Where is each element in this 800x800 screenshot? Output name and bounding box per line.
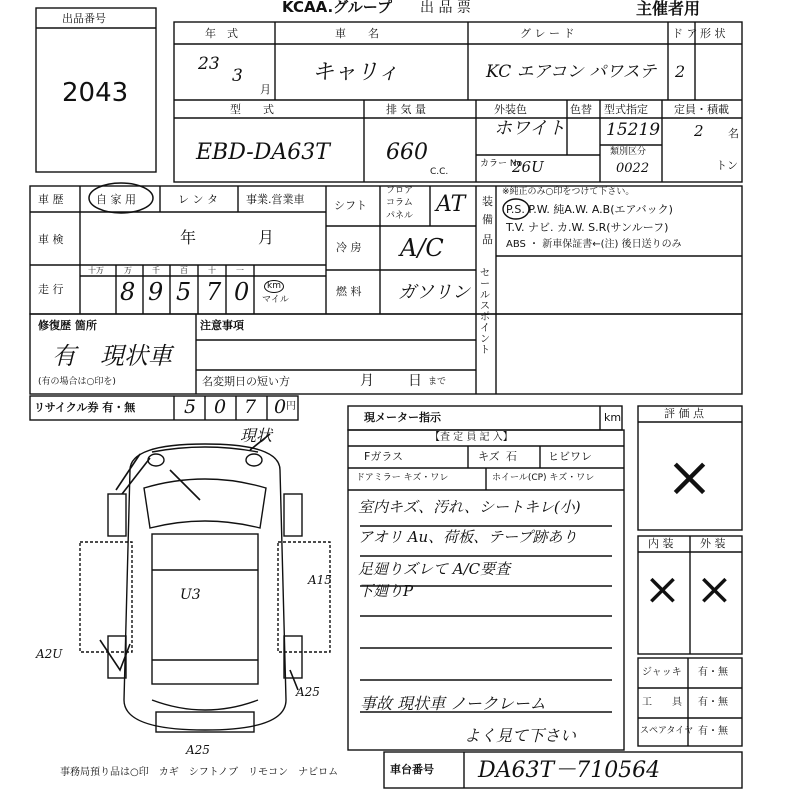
color-number-value: 26U bbox=[512, 158, 544, 176]
diagram-mark-4: A25 bbox=[186, 743, 210, 757]
type-designation-value: 15219 bbox=[606, 120, 661, 140]
mileage-km: km bbox=[264, 280, 284, 293]
equipment-line-2: T.V. ナビ. カ.W. S.R(サンルーフ) bbox=[506, 221, 669, 234]
capacity-label: 定員・積載 bbox=[674, 103, 729, 116]
color-number-prefix: カラー No. bbox=[480, 159, 525, 169]
score-value: × bbox=[666, 445, 713, 510]
color-change-label: 色替 bbox=[570, 103, 592, 116]
front-glass-label: Fガラス bbox=[364, 450, 403, 463]
doors-label: ド ア bbox=[672, 27, 698, 40]
diagram-mark-2: A2U bbox=[36, 647, 63, 661]
title-change-label: 名変期日の短い方 bbox=[202, 375, 290, 388]
mirror-label: ドアミラー キズ・ワレ bbox=[356, 473, 449, 483]
glass-crack: ヒビワレ bbox=[548, 450, 592, 463]
shift-floor: フロア bbox=[386, 186, 414, 196]
diagram-note-top: 現状 bbox=[240, 426, 273, 445]
mileage-label: 走 行 bbox=[38, 283, 64, 296]
private-circle-mark bbox=[86, 178, 156, 218]
recycle-label: リサイクル券 有・無 bbox=[34, 401, 136, 414]
repair-note: (有の場合は○印を) bbox=[38, 377, 116, 387]
caution-label: 注意事項 bbox=[200, 319, 244, 332]
inspection-year: 年 bbox=[180, 228, 197, 247]
diagram-mark-3: A25 bbox=[296, 685, 320, 699]
type-designation-label: 型式指定 bbox=[604, 103, 648, 116]
title-change-until: まで bbox=[428, 377, 447, 387]
shift-value: AT bbox=[436, 192, 466, 217]
mileage-unit-1: 一 bbox=[236, 266, 244, 275]
color-value: ホワイト bbox=[494, 118, 566, 139]
chassis-value: DA63T－710564 bbox=[478, 758, 661, 783]
shape-label: 形 状 bbox=[700, 27, 726, 40]
mileage-unit-100: 百 bbox=[180, 266, 188, 275]
chassis-label: 車台番号 bbox=[390, 763, 434, 776]
ps-circle-mark bbox=[500, 194, 532, 224]
repair-label: 修復歴 箇所 bbox=[38, 319, 97, 332]
tools-yes-no: 有・無 bbox=[698, 697, 728, 708]
inspector-title: 【査 定 員 記 入】 bbox=[430, 432, 513, 443]
glass-stone: 石 bbox=[506, 450, 517, 463]
inspector-closing: 事故 現状車 ノークレーム bbox=[360, 694, 546, 713]
model-label: 型 式 bbox=[230, 103, 274, 116]
grade-value: KC エアコン パワステ bbox=[486, 62, 657, 82]
interior-value: × bbox=[644, 564, 681, 615]
shift-column: コラム bbox=[386, 198, 413, 208]
mileage-digit-1: 8 bbox=[120, 278, 136, 306]
equipment-label-2: 備 bbox=[482, 213, 493, 226]
wheel-label: ホイール(CP) キズ・ワレ bbox=[492, 473, 595, 483]
brand-logo bbox=[282, 0, 392, 15]
diagram-note-center: U3 bbox=[180, 587, 201, 603]
doors-value: 2 bbox=[675, 62, 686, 81]
capacity-value: 2 bbox=[694, 122, 704, 140]
equipment-line-3: ABS ・ 新車保証書←(注) 後日送りのみ bbox=[506, 239, 682, 250]
brand-name: KCAA bbox=[282, 0, 328, 16]
inspection-label: 車 検 bbox=[38, 233, 64, 246]
car-name-label: 車 名 bbox=[335, 27, 379, 40]
model-value: EBD-DA63T bbox=[196, 140, 330, 165]
history-label: 車 歴 bbox=[38, 193, 64, 206]
organizer-label: 主催者用 bbox=[636, 0, 701, 18]
mileage-digit-3: 5 bbox=[176, 278, 192, 306]
recycle-unit: 円 bbox=[286, 401, 296, 412]
inspector-closing-2: よく見て下さい bbox=[464, 726, 577, 745]
exterior-value: × bbox=[696, 564, 733, 615]
mileage-unit-10: 十 bbox=[208, 266, 216, 275]
car-damage-diagram bbox=[60, 426, 350, 760]
exterior-label: 外 装 bbox=[700, 537, 726, 550]
inspection-month: 月 bbox=[258, 228, 275, 247]
ac-value: A/C bbox=[400, 234, 444, 262]
car-name-value: キャリィ bbox=[312, 60, 400, 85]
shift-panel: パネル bbox=[386, 211, 414, 221]
interior-label: 内 装 bbox=[648, 537, 674, 550]
class-label: 類別区分 bbox=[610, 147, 647, 157]
repair-value: 有 現状車 bbox=[52, 342, 172, 370]
recycle-digit-1: 5 bbox=[184, 396, 197, 418]
tools-label: 工 具 bbox=[642, 697, 682, 708]
title-change-month: 月 bbox=[360, 373, 374, 389]
equipment-label-3: 品 bbox=[482, 233, 493, 246]
ac-label: 冷 房 bbox=[336, 241, 362, 254]
mileage-digit-5: 0 bbox=[234, 278, 250, 306]
history-rental: レ ン タ bbox=[178, 193, 218, 206]
jack-yes-no: 有・無 bbox=[698, 667, 728, 678]
mileage-mile: マイル bbox=[262, 295, 289, 305]
inspector-note-3: 足廻りズレて A/C要査 bbox=[358, 560, 511, 578]
history-business: 事業.営業車 bbox=[246, 193, 305, 206]
meter-label: 現メーター指示 bbox=[364, 411, 441, 424]
title-change-day: 日 bbox=[408, 373, 422, 389]
shift-label: シフト bbox=[334, 199, 367, 212]
fuel-label: 燃 料 bbox=[336, 285, 362, 298]
jack-label: ジャッキ bbox=[642, 667, 682, 678]
glass-scratch: キズ bbox=[478, 450, 500, 463]
year-label: 年 式 bbox=[205, 27, 238, 40]
equipment-line-1: P.S. P.W. 純A.W. A.B(エアバック) bbox=[506, 203, 673, 216]
sales-point-label: セールスポイント bbox=[480, 268, 490, 356]
recycle-digit-3: 7 bbox=[244, 396, 257, 418]
brand-suffix: .グループ bbox=[327, 0, 392, 16]
recycle-digit-2: 0 bbox=[214, 396, 227, 418]
inspector-note-4: 下廻りP bbox=[358, 582, 414, 600]
class-value: 0022 bbox=[616, 161, 650, 176]
equipment-note: ※純正のみ○印をつけて下さい。 bbox=[502, 187, 635, 197]
office-items: 事務局預り品は○印 カギ シフトノブ リモコン ナビロム bbox=[60, 767, 339, 778]
inspector-note-1: 室内キズ、汚れ、シートキレ(小) bbox=[358, 498, 581, 516]
history-private: 自 家 用 bbox=[96, 193, 136, 206]
score-label: 評 価 点 bbox=[664, 407, 704, 420]
spare-yes-no: 有・無 bbox=[698, 726, 728, 737]
year-value: 23 bbox=[198, 54, 220, 74]
grade-label: グ レ ー ド bbox=[520, 27, 575, 40]
recycle-digit-4: 0 bbox=[274, 396, 287, 418]
lot-number-label: 出品番号 bbox=[62, 12, 106, 25]
color-label: 外装色 bbox=[494, 103, 527, 116]
displacement-value: 660 bbox=[386, 140, 428, 165]
mileage-digit-2: 9 bbox=[148, 278, 164, 306]
mileage-unit-1k: 千 bbox=[152, 266, 160, 275]
fuel-value: ガソリン bbox=[398, 282, 470, 303]
displacement-label: 排 気 量 bbox=[386, 103, 426, 116]
spare-label: スペアタイヤ bbox=[640, 726, 694, 736]
cc-unit: C.C. bbox=[430, 167, 449, 177]
mileage-unit-10k: 万 bbox=[124, 266, 132, 275]
month-value: 3 bbox=[232, 66, 243, 86]
month-suffix: 月 bbox=[260, 83, 271, 96]
mileage-digit-4: 7 bbox=[206, 278, 222, 306]
sheet-title: 出 品 票 bbox=[420, 0, 471, 16]
mileage-unit-100k: 十万 bbox=[88, 266, 104, 275]
meter-unit: km bbox=[604, 411, 622, 424]
diagram-mark-1: A15 bbox=[308, 573, 332, 587]
equipment-label-1: 装 bbox=[482, 195, 493, 208]
load-unit: トン bbox=[716, 159, 738, 172]
inspector-note-2: アオリ Au、荷板、テープ跡あり bbox=[358, 528, 578, 546]
capacity-unit: 名 bbox=[728, 127, 739, 140]
lot-number-value: 2043 bbox=[62, 78, 129, 108]
